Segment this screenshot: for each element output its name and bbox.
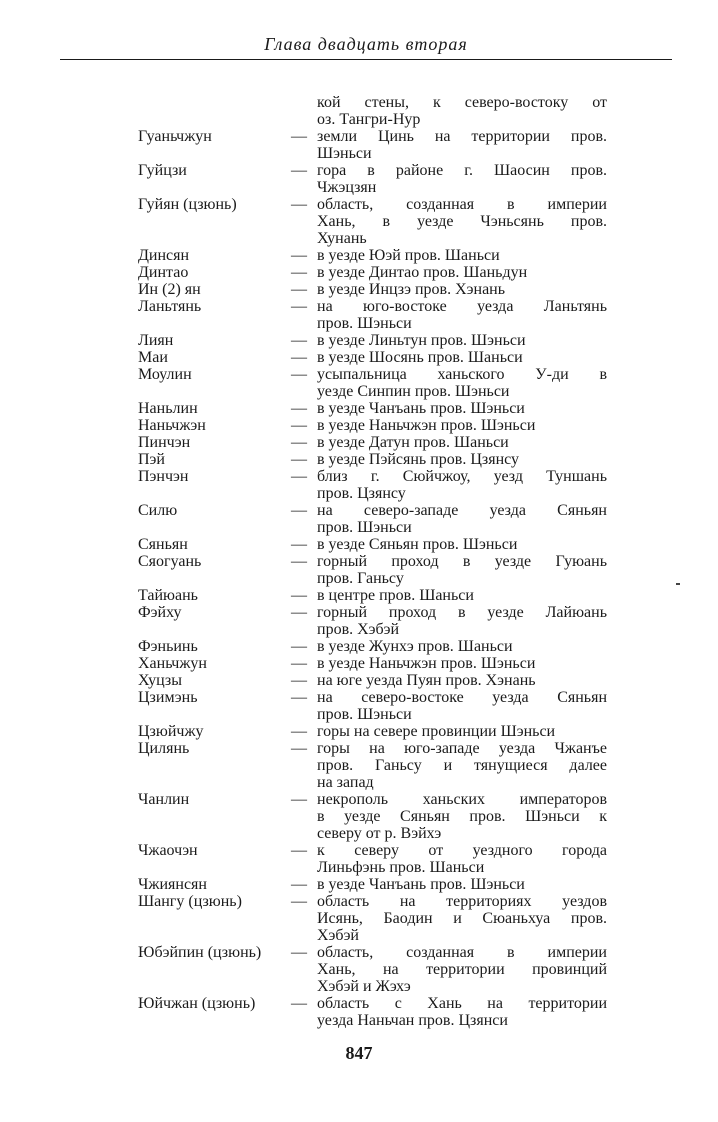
continuation-name-empty — [138, 94, 291, 128]
description-line: на запад — [317, 774, 374, 791]
description-line: пров. Ганьсу и тянущиеся далее — [317, 757, 607, 774]
description-line: в уезде Жунхэ пров. Шаньси — [317, 638, 513, 655]
entry-dash: — — [291, 740, 307, 757]
glossary-entry — [138, 162, 608, 196]
entry-description — [317, 876, 607, 893]
description-line: усыпальница ханьского У-ди в — [317, 366, 607, 383]
entry-term: Цзимэнь — [138, 689, 198, 706]
entry-description — [317, 128, 607, 162]
entry-term: Динсян — [138, 247, 190, 264]
glossary-entry — [138, 434, 608, 451]
entry-dash: — — [291, 366, 307, 383]
glossary-entry — [138, 791, 608, 842]
description-line: близ г. Сюйчжоу, уезд Туншань — [317, 468, 607, 485]
entry-term: Гуаньчжун — [138, 128, 212, 145]
description-line: горы на юго-западе уезда Чжанъе — [317, 740, 607, 757]
description-line: горы на севере провинции Шэньси — [317, 723, 556, 740]
description-line: на юго-востоке уезда Ланьтянь — [317, 298, 607, 315]
entry-term: Наньлин — [138, 400, 198, 417]
entry-dash: — — [291, 196, 307, 213]
entry-term: Юбэйпин (цзюнь) — [138, 944, 262, 961]
entry-description — [317, 944, 607, 995]
entry-description — [317, 842, 607, 876]
entry-dash: — — [291, 842, 307, 859]
description-line: уезда Наньчан пров. Цзянси — [317, 1012, 508, 1029]
entry-description — [317, 893, 607, 944]
entry-description — [317, 672, 607, 689]
description-line: пров. Шэньси — [317, 519, 412, 536]
continuation-line: оз. Тангри-Нур — [317, 111, 421, 128]
glossary-entry — [138, 281, 608, 298]
glossary-entry — [138, 400, 608, 417]
description-line: пров. Ганьсу — [317, 570, 404, 587]
entry-description — [317, 451, 607, 468]
entry-term: Ин (2) ян — [138, 281, 201, 298]
description-line: в уезде Сяньян пров. Шэньси — [317, 536, 518, 553]
description-line: в уезде Наньчжэн пров. Шэньси — [317, 417, 536, 434]
entry-description — [317, 434, 607, 451]
description-line: Хунань — [317, 230, 367, 247]
glossary-entry — [138, 553, 608, 587]
description-line: область с Хань на территории — [317, 995, 607, 1012]
entry-description — [317, 468, 607, 502]
glossary-entry — [138, 468, 608, 502]
entry-description — [317, 366, 607, 400]
description-line: в уезде Датун пров. Шаньси — [317, 434, 509, 451]
entry-description — [317, 400, 607, 417]
glossary-entry — [138, 298, 608, 332]
entry-description — [317, 995, 607, 1029]
entry-term: Хуцзы — [138, 672, 182, 689]
description-line: Хань, в уезде Чэньсянь пров. — [317, 213, 607, 230]
description-line: область, созданная в империи — [317, 944, 607, 961]
description-line: пров. Шэньси — [317, 315, 412, 332]
entry-description — [317, 264, 607, 281]
entry-dash: — — [291, 536, 307, 553]
entry-description — [317, 332, 607, 349]
entry-term: Динтао — [138, 264, 189, 281]
entry-dash: — — [291, 349, 307, 366]
entry-dash: — — [291, 876, 307, 893]
entry-term: Лиян — [138, 332, 174, 349]
description-line: к северу от уездного города — [317, 842, 607, 859]
description-line: в уезде Линьтун пров. Шэньси — [317, 332, 526, 349]
description-line: в центре пров. Шаньси — [317, 587, 474, 604]
entry-description — [317, 417, 607, 434]
entry-dash: — — [291, 638, 307, 655]
entry-dash: — — [291, 128, 307, 145]
entry-dash: — — [291, 264, 307, 281]
description-line: горный проход в уезде Гуюань — [317, 553, 607, 570]
entry-term: Пинчэн — [138, 434, 191, 451]
continuation-entry — [138, 94, 608, 128]
entry-dash: — — [291, 723, 307, 740]
description-line: область на территориях уездов — [317, 893, 607, 910]
glossary-entry — [138, 417, 608, 434]
entry-dash: — — [291, 400, 307, 417]
description-line: область, созданная в империи — [317, 196, 607, 213]
description-line: на юге уезда Пуян пров. Хэнань — [317, 672, 536, 689]
glossary-entry — [138, 672, 608, 689]
page-number: 847 — [345, 1043, 373, 1063]
entry-description — [317, 655, 607, 672]
glossary-entry — [138, 723, 608, 740]
glossary-entry — [138, 587, 608, 604]
glossary-entry — [138, 247, 608, 264]
entry-dash: — — [291, 468, 307, 485]
glossary-entry — [138, 655, 608, 672]
glossary-entry — [138, 604, 608, 638]
entry-description — [317, 502, 607, 536]
entry-dash: — — [291, 944, 307, 961]
description-line: гора в районе г. Шаосин пров. — [317, 162, 607, 179]
glossary-entry — [138, 995, 608, 1029]
entry-term: Сяогуань — [138, 553, 202, 570]
description-line: на северо-западе уезда Сяньян — [317, 502, 607, 519]
glossary-entry — [138, 876, 608, 893]
entry-term: Ланьтянь — [138, 298, 202, 315]
glossary-entry — [138, 689, 608, 723]
entry-dash: — — [291, 332, 307, 349]
entry-description — [317, 553, 607, 587]
entry-term: Сяньян — [138, 536, 188, 553]
entry-dash: — — [291, 672, 307, 689]
entry-dash: — — [291, 162, 307, 179]
glossary-entry — [138, 349, 608, 366]
entry-term: Маи — [138, 349, 168, 366]
entry-dash: — — [291, 689, 307, 706]
entry-description — [317, 587, 607, 604]
entry-dash: — — [291, 995, 307, 1012]
entry-dash: — — [291, 298, 307, 315]
entry-term: Цилянь — [138, 740, 190, 757]
entry-term: Силю — [138, 502, 178, 519]
description-line: пров. Шэньси — [317, 706, 412, 723]
description-line: земли Цинь на территории пров. — [317, 128, 607, 145]
description-line: в уезде Чанъань пров. Шэньси — [317, 400, 525, 417]
entry-dash: — — [291, 502, 307, 519]
glossary-list — [138, 94, 608, 1029]
glossary-entry — [138, 842, 608, 876]
entry-description — [317, 723, 607, 740]
entry-term: Моулин — [138, 366, 192, 383]
description-line: в уезде Динтао пров. Шаньдун — [317, 264, 528, 281]
description-line: пров. Цзянсу — [317, 485, 406, 502]
entry-dash: — — [291, 281, 307, 298]
entry-term: Чжиянсян — [138, 876, 207, 893]
entry-dash: — — [291, 893, 307, 910]
entry-description — [317, 281, 607, 298]
entry-term: Фэньинь — [138, 638, 198, 655]
description-line: в уезде Юэй пров. Шаньси — [317, 247, 500, 264]
entry-dash: — — [291, 587, 307, 604]
entry-term: Наньчжэн — [138, 417, 206, 434]
entry-term: Чжаочэн — [138, 842, 198, 859]
entry-description — [317, 349, 607, 366]
entry-dash: — — [291, 553, 307, 570]
description-line: Шэньси — [317, 145, 372, 162]
header-rule — [60, 59, 672, 60]
entry-term: Юйчжан (цзюнь) — [138, 995, 256, 1012]
glossary-entry — [138, 502, 608, 536]
entry-description — [317, 196, 607, 247]
entry-description — [317, 638, 607, 655]
entry-term: Пэй — [138, 451, 165, 468]
description-line: в уезде Чанъань пров. Шэньси — [317, 876, 525, 893]
entry-dash: — — [291, 247, 307, 264]
glossary-entry — [138, 944, 608, 995]
description-line: пров. Хэбэй — [317, 621, 400, 638]
glossary-entry — [138, 740, 608, 791]
glossary-entry — [138, 451, 608, 468]
entry-dash: — — [291, 434, 307, 451]
entry-dash: — — [291, 791, 307, 808]
description-line: уезде Синпин пров. Шэньси — [317, 383, 510, 400]
entry-dash: — — [291, 451, 307, 468]
glossary-entry — [138, 332, 608, 349]
description-line: Хань, на территории провинций — [317, 961, 607, 978]
entry-description — [317, 740, 607, 791]
entry-term: Пэнчэн — [138, 468, 189, 485]
description-line: в уезде Сяньян пров. Шэньси к — [317, 808, 607, 825]
description-line: в уезде Инцзэ пров. Хэнань — [317, 281, 506, 298]
glossary-entry — [138, 366, 608, 400]
running-header: Глава двадцать вторая — [264, 34, 468, 54]
continuation-description — [317, 94, 607, 128]
description-line: северу от р. Вэйхэ — [317, 825, 442, 842]
entry-description — [317, 689, 607, 723]
entry-description — [317, 162, 607, 196]
description-line: Хэбэй и Жэхэ — [317, 978, 411, 995]
continuation-dash-empty — [291, 94, 317, 128]
entry-description — [317, 791, 607, 842]
entry-term: Гуйцзи — [138, 162, 187, 179]
entry-term: Гуйян (цзюнь) — [138, 196, 237, 213]
glossary-entry — [138, 638, 608, 655]
description-line: в уезде Шосянь пров. Шаньси — [317, 349, 523, 366]
entry-description — [317, 536, 607, 553]
description-line: на северо-востоке уезда Сяньян — [317, 689, 607, 706]
glossary-entry — [138, 196, 608, 247]
entry-term: Тайюань — [138, 587, 198, 604]
entry-term: Ханьчжун — [138, 655, 207, 672]
description-line: горный проход в уезде Лайюань — [317, 604, 607, 621]
description-line: Чжэцзян — [317, 179, 377, 196]
entry-dash: — — [291, 417, 307, 434]
entry-dash: — — [291, 655, 307, 672]
entry-term: Шангу (цзюнь) — [138, 893, 242, 910]
glossary-entry — [138, 128, 608, 162]
glossary-entry — [138, 536, 608, 553]
continuation-line: кой стены, к северо-востоку от — [317, 94, 607, 111]
description-line: Хэбэй — [317, 927, 359, 944]
entry-description — [317, 298, 607, 332]
glossary-entry — [138, 893, 608, 944]
description-line: некрополь ханьских императоров — [317, 791, 607, 808]
entry-term: Цзюйчжу — [138, 723, 204, 740]
description-line: в уезде Наньчжэн пров. Шэньси — [317, 655, 536, 672]
stray-print-mark — [676, 583, 680, 585]
entry-term: Чанлин — [138, 791, 190, 808]
glossary-entry — [138, 264, 608, 281]
description-line: Исянь, Баодин и Сюаньхуа пров. — [317, 910, 607, 927]
entry-description — [317, 247, 607, 264]
entry-description — [317, 604, 607, 638]
description-line: Линьфэнь пров. Шаньси — [317, 859, 485, 876]
entry-term: Фэйху — [138, 604, 182, 621]
description-line: в уезде Пэйсянь пров. Цзянсу — [317, 451, 520, 468]
entry-dash: — — [291, 604, 307, 621]
